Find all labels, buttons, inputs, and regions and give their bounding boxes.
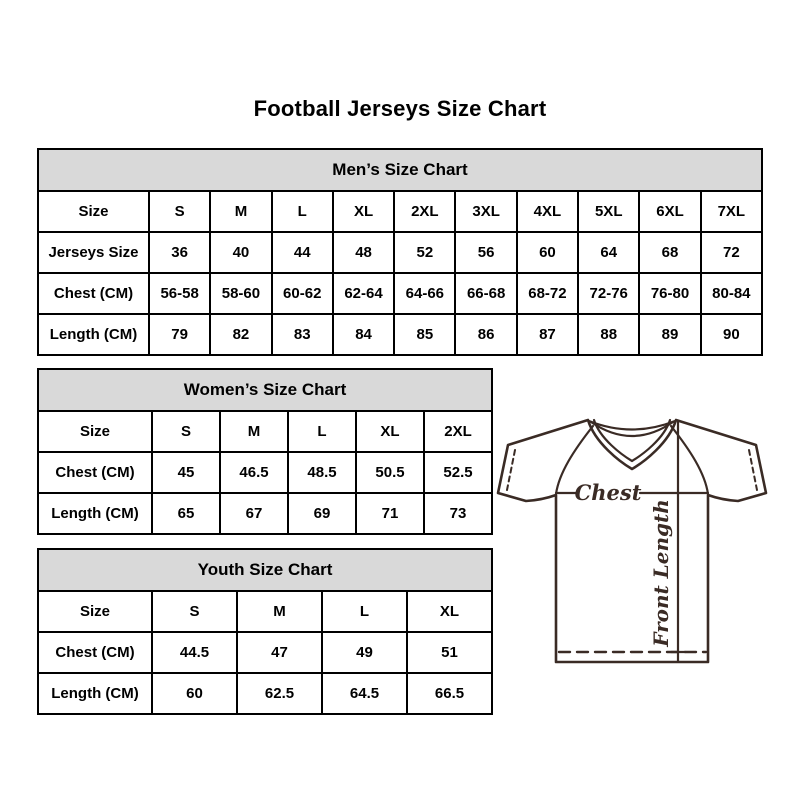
row-label: Jerseys Size	[38, 232, 149, 273]
table-cell: 64	[578, 232, 639, 273]
table-cell: 3XL	[455, 191, 516, 232]
table-cell: 65	[152, 493, 220, 534]
table-cell: 62-64	[333, 273, 394, 314]
table-cell: 7XL	[701, 191, 762, 232]
table-cell: 48	[333, 232, 394, 273]
table-cell: 68	[639, 232, 700, 273]
table-cell: 52.5	[424, 452, 492, 493]
table-cell: L	[288, 411, 356, 452]
row-label: Length (CM)	[38, 493, 152, 534]
table-cell: 84	[333, 314, 394, 355]
table-cell: 64-66	[394, 273, 455, 314]
table-cell: L	[272, 191, 333, 232]
table-cell: 83	[272, 314, 333, 355]
table-cell: 86	[455, 314, 516, 355]
front-length-label: Front Length	[649, 499, 673, 647]
row-label: Chest (CM)	[38, 452, 152, 493]
womens-size-table	[37, 368, 493, 535]
page-title: Football Jerseys Size Chart	[253, 96, 547, 121]
table-cell: 40	[210, 232, 271, 273]
table-cell: 80-84	[701, 273, 762, 314]
table-row	[38, 411, 492, 452]
table-cell: 66.5	[407, 673, 492, 714]
table-cell: 2XL	[424, 411, 492, 452]
youth-size-table	[37, 548, 493, 715]
table-row	[38, 493, 492, 534]
table-cell: 66-68	[455, 273, 516, 314]
table-cell: 58-60	[210, 273, 271, 314]
youth-table-title: Youth Size Chart	[38, 549, 492, 591]
table-cell: 71	[356, 493, 424, 534]
row-label: Size	[38, 411, 152, 452]
table-cell: 51	[407, 632, 492, 673]
row-label: Length (CM)	[38, 673, 152, 714]
table-row	[38, 591, 492, 632]
table-cell: 64.5	[322, 673, 407, 714]
table-cell: 60	[517, 232, 578, 273]
jersey-diagram	[492, 405, 772, 675]
table-cell: 60-62	[272, 273, 333, 314]
table-cell: 2XL	[394, 191, 455, 232]
table-cell: S	[152, 411, 220, 452]
table-cell: 49	[322, 632, 407, 673]
table-cell: S	[152, 591, 237, 632]
table-cell: 73	[424, 493, 492, 534]
table-cell: 46.5	[220, 452, 288, 493]
table-cell: 6XL	[639, 191, 700, 232]
table-cell: 50.5	[356, 452, 424, 493]
table-cell: 62.5	[237, 673, 322, 714]
row-label: Length (CM)	[38, 314, 149, 355]
mens-table-title: Men’s Size Chart	[38, 149, 762, 191]
table-header-row	[38, 549, 492, 591]
table-cell: 88	[578, 314, 639, 355]
table-cell: 87	[517, 314, 578, 355]
table-row	[38, 232, 762, 273]
table-row	[38, 191, 762, 232]
table-cell: XL	[407, 591, 492, 632]
table-cell: 89	[639, 314, 700, 355]
table-cell: 76-80	[639, 273, 700, 314]
row-label: Size	[38, 591, 152, 632]
table-cell: 36	[149, 232, 210, 273]
table-cell: XL	[356, 411, 424, 452]
table-cell: 44.5	[152, 632, 237, 673]
table-cell: 52	[394, 232, 455, 273]
table-cell: 72	[701, 232, 762, 273]
table-row	[38, 673, 492, 714]
table-cell: 79	[149, 314, 210, 355]
table-cell: 56-58	[149, 273, 210, 314]
table-cell: 45	[152, 452, 220, 493]
table-cell: 82	[210, 314, 271, 355]
table-cell: 47	[237, 632, 322, 673]
table-cell: M	[210, 191, 271, 232]
table-cell: 67	[220, 493, 288, 534]
table-header-row	[38, 149, 762, 191]
row-label: Chest (CM)	[38, 273, 149, 314]
table-cell: 56	[455, 232, 516, 273]
table-cell: 60	[152, 673, 237, 714]
table-cell: S	[149, 191, 210, 232]
table-row	[38, 632, 492, 673]
table-cell: 72-76	[578, 273, 639, 314]
table-cell: 5XL	[578, 191, 639, 232]
row-label: Size	[38, 191, 149, 232]
jersey-outline	[498, 420, 766, 662]
table-cell: L	[322, 591, 407, 632]
table-row	[38, 314, 762, 355]
table-cell: 4XL	[517, 191, 578, 232]
table-cell: 48.5	[288, 452, 356, 493]
table-row	[38, 452, 492, 493]
table-cell: M	[237, 591, 322, 632]
table-header-row	[38, 369, 492, 411]
mens-size-table	[37, 148, 763, 356]
table-cell: XL	[333, 191, 394, 232]
table-row	[38, 273, 762, 314]
table-cell: M	[220, 411, 288, 452]
table-cell: 90	[701, 314, 762, 355]
table-cell: 44	[272, 232, 333, 273]
row-label: Chest (CM)	[38, 632, 152, 673]
table-cell: 68-72	[517, 273, 578, 314]
table-cell: 85	[394, 314, 455, 355]
table-cell: 69	[288, 493, 356, 534]
chest-label: Chest	[574, 480, 642, 505]
womens-table-title: Women’s Size Chart	[38, 369, 492, 411]
